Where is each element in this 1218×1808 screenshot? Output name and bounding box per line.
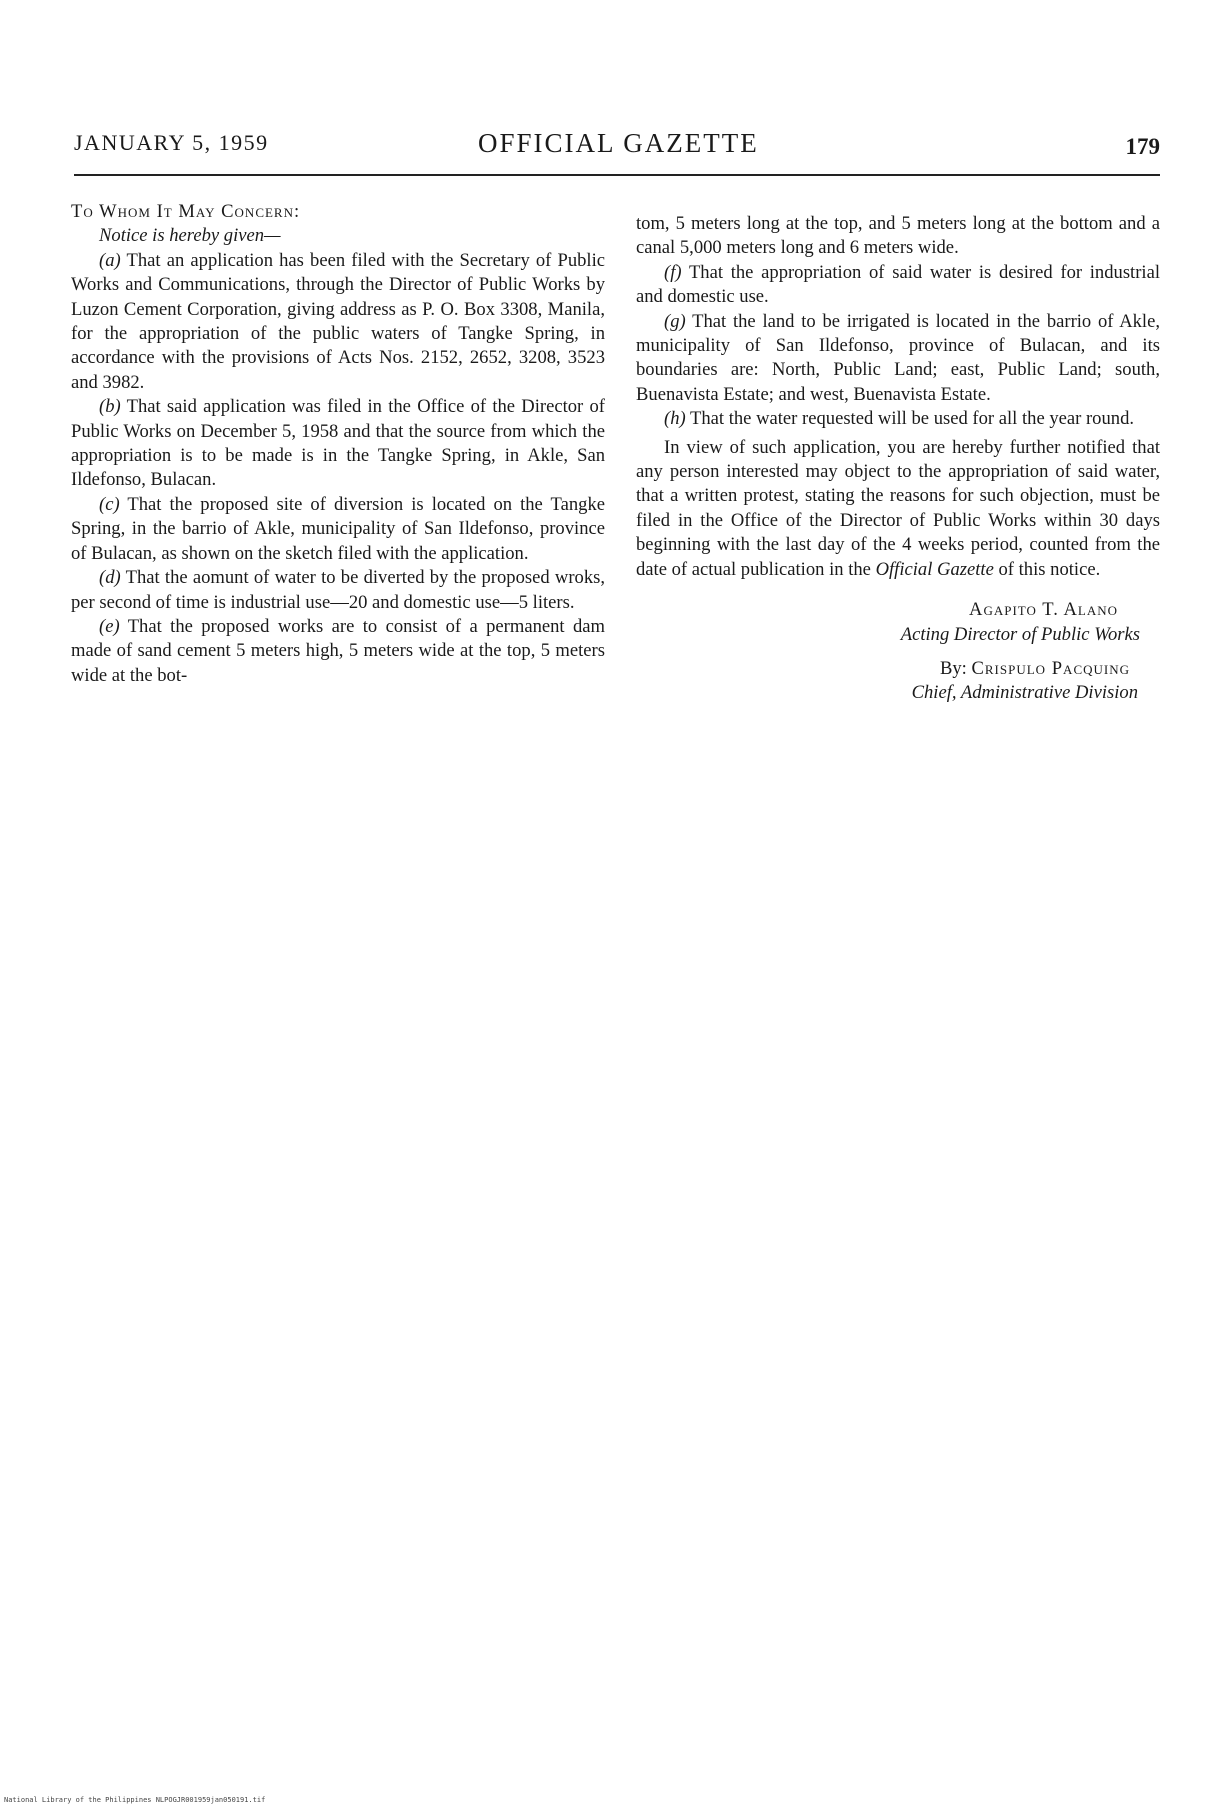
paragraph-f-letter: (f) <box>664 261 682 283</box>
paragraph-e-continued: tom, 5 meters long at the top, and 5 meters long at the bottom and a canal 5,000 meters long and 6 meters wide. <box>636 213 1160 259</box>
paragraph-b <box>71 395 605 493</box>
paragraph-c <box>71 493 605 566</box>
by-role: Chief, Administrative Division <box>911 682 1138 704</box>
closing-paragraph <box>636 436 1160 582</box>
paragraph-g <box>636 310 1160 408</box>
right-column <box>636 212 1160 706</box>
notice-intro: Notice is hereby given— <box>99 225 281 247</box>
paragraph-g-letter: (g) <box>664 310 686 332</box>
page-header <box>74 128 1160 168</box>
salutation: To Whom It May Concern: <box>71 201 301 222</box>
signature-block <box>636 598 1160 706</box>
paragraph-f-text: That the appropriation of said water is desired for industrial and domestic use. <box>636 261 1160 308</box>
closing-text-1: In view of such application, you are hereby further notified that any person interested may object to the appropriation of said water, that a written protest, stating the reasons for such objection, must be filed in the Office of the Director of Public Works within 30 days beginning with the last day of the 4 weeks period, counted from the date of actual publication in the <box>636 436 1160 580</box>
paragraph-c-letter: (c) <box>99 493 120 515</box>
left-column <box>71 200 605 688</box>
paragraph-d <box>71 566 605 615</box>
closing-text-2: of this notice. <box>998 558 1101 580</box>
paragraph-h-text: That the water requested will be used for all the year round. <box>690 408 1135 430</box>
by-label: By: <box>939 657 967 679</box>
paragraph-e-text: That the proposed works are to consist of a permanent dam made of sand cement 5 meters high, 5 meters wide at the top, 5 meters wide at the bot- <box>71 615 605 686</box>
paragraph-c-text: That the proposed site of diversion is located on the Tangke Spring, in the barrio of Akle, municipality of San Ildefonso, province of Bulacan, as shown on the sketch filed with the application. <box>71 493 605 564</box>
by-line <box>636 657 1130 681</box>
paragraph-b-text: That said application was filed in the Office of the Director of Public Works on December 5, 1958 and that the source from which the appropriation is to be made is in the Tangke Spring, in Akle, San Ildefonso, Bulacan. <box>71 396 605 491</box>
by-name: Crispulo Pacquing <box>971 657 1130 679</box>
header-rule <box>74 174 1160 176</box>
paragraph-h <box>636 407 1160 431</box>
paragraph-e <box>71 615 605 688</box>
paragraph-a <box>71 249 605 395</box>
header-page-number: 179 <box>1125 134 1160 159</box>
paragraph-b-letter: (b) <box>99 396 121 418</box>
header-title: OFFICIAL GAZETTE <box>478 128 759 158</box>
paragraph-d-letter: (d) <box>99 567 121 589</box>
signatory-name: Agapito T. Alano <box>969 599 1118 621</box>
paragraph-a-text: That an application has been filed with the Secretary of Public Works and Communications, through the Director of Public Works by Luzon Cement Corporation, giving address as P. O. Box 3308, Manila, for the appropriation of the public waters of Tangke Spring, in accordance with the provisions of Acts Nos. 2152, 2652, 3208, 3523 and 3982. <box>71 249 606 393</box>
scan-footer: National Library of the Philippines NLPOGJR001959jan050191.tif <box>4 1796 266 1804</box>
paragraph-d-text: That the aomunt of water to be diverted by the proposed wroks, per second of time is industrial use—20 and domestic use—5 liters. <box>71 567 606 613</box>
closing-gazette-name: Official Gazette <box>875 558 994 580</box>
header-date: JANUARY 5, 1959 <box>74 130 269 155</box>
paragraph-h-letter: (h) <box>664 408 686 430</box>
paragraph-a-letter: (a) <box>99 249 121 271</box>
signatory-role: Acting Director of Public Works <box>900 623 1140 645</box>
paragraph-g-text: That the land to be irrigated is located in the barrio of Akle, municipality of San Ildefonso, province of Bulacan, and its boundaries are: North, Public Land; east, Public Land; south, Buenavista Estate; and west, Buenavista Estate. <box>636 310 1161 405</box>
paragraph-e-letter: (e) <box>99 615 120 637</box>
paragraph-f <box>636 261 1160 310</box>
